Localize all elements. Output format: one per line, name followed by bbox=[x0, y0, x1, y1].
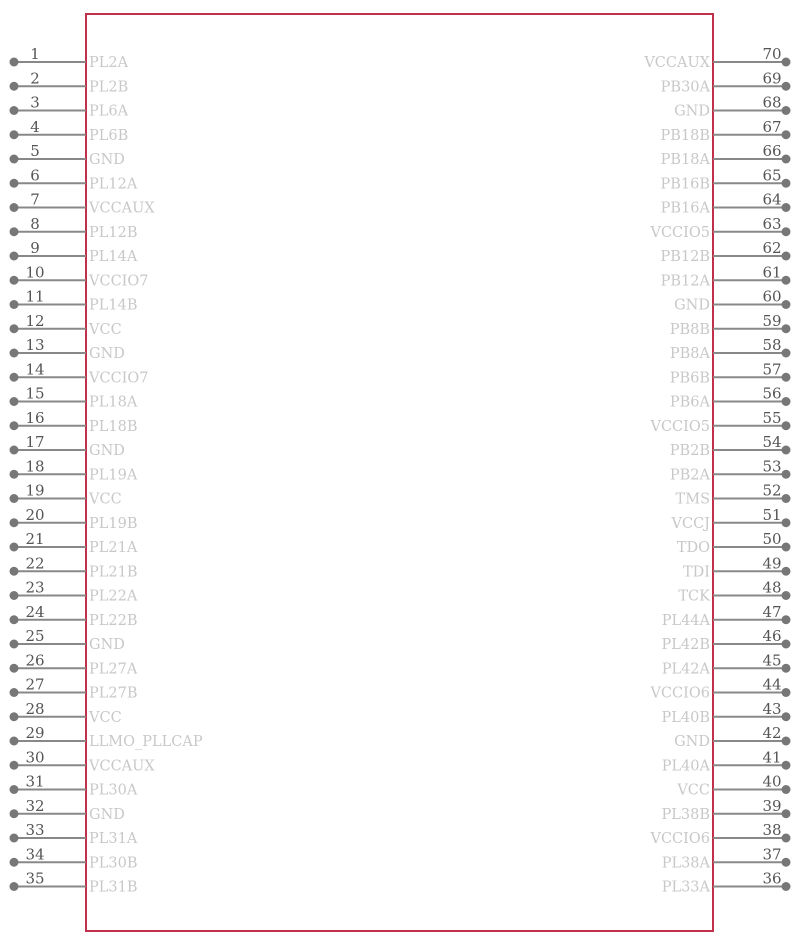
pin-number: 14 bbox=[25, 360, 45, 379]
pin-terminal-dot bbox=[782, 615, 791, 624]
pin-terminal-dot bbox=[10, 470, 19, 479]
pin-terminal-dot bbox=[782, 640, 791, 649]
pin-label: GND bbox=[674, 297, 710, 314]
pin-terminal-dot bbox=[10, 82, 19, 91]
pin-terminal-dot bbox=[10, 858, 19, 867]
left-pin-17 bbox=[10, 433, 125, 459]
pin-terminal-dot bbox=[10, 518, 19, 527]
right-pin-46 bbox=[662, 627, 791, 653]
right-pin-55 bbox=[649, 409, 790, 435]
pin-label: PB18B bbox=[660, 127, 710, 144]
right-pin-39 bbox=[662, 797, 791, 823]
pin-number: 51 bbox=[762, 505, 782, 524]
pin-label: PB2A bbox=[669, 467, 710, 484]
pin-terminal-dot bbox=[782, 300, 791, 309]
pin-number: 49 bbox=[762, 554, 782, 573]
left-pin-20 bbox=[10, 506, 138, 532]
pin-number: 69 bbox=[762, 69, 782, 88]
right-pin-70 bbox=[643, 45, 790, 71]
pin-terminal-dot bbox=[10, 567, 19, 576]
pin-number: 38 bbox=[762, 821, 782, 839]
right-pin-56 bbox=[670, 385, 791, 411]
left-pin-14 bbox=[10, 360, 149, 386]
pin-label: PB2B bbox=[669, 443, 710, 459]
left-pin-19 bbox=[10, 482, 122, 508]
right-pin-63 bbox=[649, 215, 790, 241]
pin-number: 55 bbox=[762, 408, 782, 427]
pin-label: PL38B bbox=[661, 806, 710, 823]
pin-terminal-dot bbox=[10, 615, 19, 624]
pin-number: 11 bbox=[25, 287, 45, 306]
pin-label: PB12B bbox=[660, 249, 710, 265]
pin-number: 1 bbox=[30, 45, 40, 63]
pin-number: 68 bbox=[762, 93, 782, 112]
right-pin-64 bbox=[661, 191, 791, 217]
pin-label: PL19A bbox=[89, 467, 138, 484]
pin-number: 29 bbox=[25, 724, 45, 742]
right-pin-67 bbox=[660, 118, 790, 144]
pin-number: 21 bbox=[25, 530, 45, 548]
right-pin-43 bbox=[662, 700, 791, 726]
pin-terminal-dot bbox=[782, 737, 791, 746]
pin-number: 5 bbox=[30, 142, 40, 160]
pin-label: PL2B bbox=[89, 79, 129, 96]
pin-label: PB18A bbox=[660, 152, 710, 168]
left-pin-1 bbox=[10, 45, 129, 71]
pin-terminal-dot bbox=[10, 712, 19, 721]
pin-label: PB8B bbox=[669, 321, 710, 338]
pin-terminal-dot bbox=[782, 203, 791, 212]
left-pin-24 bbox=[10, 603, 138, 629]
pin-number: 24 bbox=[25, 602, 45, 621]
pin-terminal-dot bbox=[782, 882, 791, 891]
pin-terminal-dot bbox=[782, 688, 791, 697]
pin-label: PB16A bbox=[660, 200, 710, 217]
right-pin-42 bbox=[674, 724, 790, 750]
pin-number: 25 bbox=[25, 627, 45, 645]
pin-number: 42 bbox=[762, 724, 782, 742]
right-pin-48 bbox=[678, 579, 790, 605]
pin-terminal-dot bbox=[782, 834, 791, 843]
pin-terminal-dot bbox=[782, 421, 791, 430]
pin-number: 57 bbox=[762, 360, 782, 379]
left-pin-31 bbox=[10, 773, 138, 799]
pin-number: 2 bbox=[30, 69, 40, 88]
pin-label: PL18A bbox=[89, 394, 138, 411]
pin-label: VCC bbox=[89, 491, 122, 508]
pin-terminal-dot bbox=[782, 785, 791, 794]
pin-terminal-dot bbox=[782, 155, 791, 164]
left-pin-29 bbox=[10, 724, 203, 750]
pin-label: TMS bbox=[675, 491, 710, 508]
pin-terminal-dot bbox=[10, 58, 19, 67]
pin-label: GND bbox=[674, 734, 710, 750]
pin-number: 22 bbox=[25, 554, 45, 573]
pin-terminal-dot bbox=[10, 276, 19, 285]
right-pin-38 bbox=[649, 821, 790, 847]
pin-label: GND bbox=[89, 346, 125, 362]
pin-label: PL2A bbox=[89, 55, 129, 71]
pin-number: 58 bbox=[762, 336, 782, 354]
pin-number: 59 bbox=[762, 311, 782, 330]
pin-terminal-dot bbox=[782, 130, 791, 139]
pin-number: 4 bbox=[30, 117, 40, 136]
right-pin-57 bbox=[670, 360, 791, 386]
pin-terminal-dot bbox=[782, 591, 791, 600]
pin-number: 20 bbox=[25, 505, 45, 524]
pin-label: GND bbox=[89, 637, 125, 653]
pin-label: PL30B bbox=[89, 855, 138, 872]
pin-number: 15 bbox=[25, 384, 45, 403]
left-pin-7 bbox=[10, 191, 156, 217]
pin-terminal-dot bbox=[10, 809, 19, 818]
pin-label: PL31A bbox=[89, 831, 138, 847]
pin-label: PL42B bbox=[661, 637, 710, 653]
pin-terminal-dot bbox=[10, 203, 19, 212]
pin-terminal-dot bbox=[10, 373, 19, 382]
left-pin-27 bbox=[10, 676, 138, 702]
right-pin-59 bbox=[670, 312, 791, 338]
pin-label: VCCJ bbox=[671, 515, 710, 532]
pin-terminal-dot bbox=[10, 227, 19, 236]
pin-number: 26 bbox=[25, 651, 45, 670]
pin-terminal-dot bbox=[782, 58, 791, 67]
pin-label: LLMO_PLLCAP bbox=[89, 734, 203, 750]
pin-number: 48 bbox=[762, 578, 782, 597]
pin-label: PL14A bbox=[89, 249, 138, 265]
pin-number: 17 bbox=[25, 433, 45, 451]
right-pin-53 bbox=[670, 457, 791, 483]
pin-label: PL22A bbox=[89, 588, 138, 605]
right-pin-66 bbox=[661, 142, 791, 168]
pin-terminal-dot bbox=[10, 446, 19, 455]
pin-number: 54 bbox=[762, 433, 782, 451]
pin-terminal-dot bbox=[10, 737, 19, 746]
left-pin-12 bbox=[10, 312, 122, 338]
pin-number: 30 bbox=[25, 748, 45, 767]
pin-number: 12 bbox=[25, 311, 45, 330]
pin-label: PL40B bbox=[661, 709, 710, 726]
left-pin-15 bbox=[10, 385, 138, 411]
pin-terminal-dot bbox=[10, 324, 19, 333]
pin-terminal-dot bbox=[10, 421, 19, 430]
pin-terminal-dot bbox=[10, 252, 19, 261]
pin-label: PL30A bbox=[89, 782, 138, 799]
pin-terminal-dot bbox=[782, 106, 791, 115]
pin-number: 56 bbox=[762, 384, 782, 403]
pin-number: 67 bbox=[762, 117, 782, 136]
pin-terminal-dot bbox=[782, 518, 791, 527]
pin-terminal-dot bbox=[782, 397, 791, 406]
left-pin-5 bbox=[10, 142, 125, 168]
pin-number: 19 bbox=[25, 481, 45, 500]
pin-label: TDO bbox=[676, 540, 710, 556]
pin-label: PB8A bbox=[669, 346, 710, 362]
pin-number: 40 bbox=[762, 772, 782, 791]
right-pin-37 bbox=[662, 845, 791, 871]
pin-terminal-dot bbox=[782, 664, 791, 673]
pin-terminal-dot bbox=[782, 179, 791, 188]
left-pin-11 bbox=[10, 288, 138, 314]
pin-number: 34 bbox=[25, 845, 45, 864]
left-pin-18 bbox=[10, 457, 138, 483]
pin-label: VCCIO5 bbox=[650, 418, 710, 435]
pin-number: 66 bbox=[762, 142, 782, 160]
pin-label: PL38A bbox=[661, 855, 710, 872]
pin-number: 3 bbox=[30, 93, 40, 112]
pin-number: 52 bbox=[762, 481, 782, 500]
pin-terminal-dot bbox=[782, 470, 791, 479]
pin-label: GND bbox=[89, 806, 125, 823]
pin-number: 39 bbox=[762, 796, 782, 815]
pin-label: VCCIO6 bbox=[650, 685, 710, 702]
pin-terminal-dot bbox=[782, 446, 791, 455]
right-pin-40 bbox=[676, 773, 790, 799]
pin-label: VCCIO7 bbox=[89, 370, 149, 387]
pin-label: PB6B bbox=[669, 370, 710, 387]
pin-terminal-dot bbox=[782, 761, 791, 770]
right-pin-60 bbox=[674, 288, 790, 314]
pin-label: VCCIO6 bbox=[650, 831, 710, 847]
pin-number: 45 bbox=[762, 651, 782, 670]
pin-number: 47 bbox=[762, 602, 782, 621]
right-pin-69 bbox=[661, 69, 791, 95]
right-pin-62 bbox=[660, 239, 790, 265]
pin-label: PL18B bbox=[89, 418, 138, 435]
pin-number: 13 bbox=[25, 336, 45, 354]
right-pin-51 bbox=[671, 506, 791, 532]
left-pin-34 bbox=[10, 845, 138, 871]
right-pin-50 bbox=[677, 530, 791, 556]
pin-number: 16 bbox=[25, 408, 45, 427]
pin-label: GND bbox=[674, 103, 710, 120]
pin-terminal-dot bbox=[782, 712, 791, 721]
pin-number: 63 bbox=[762, 214, 782, 233]
pin-terminal-dot bbox=[10, 834, 19, 843]
pin-label: VCC bbox=[89, 709, 122, 726]
left-pin-21 bbox=[10, 530, 138, 556]
pin-terminal-dot bbox=[782, 227, 791, 236]
pin-number: 43 bbox=[762, 699, 782, 718]
pin-terminal-dot bbox=[10, 130, 19, 139]
pin-terminal-dot bbox=[782, 567, 791, 576]
pin-terminal-dot bbox=[10, 494, 19, 503]
pin-terminal-dot bbox=[782, 858, 791, 867]
pin-label: VCCAUX bbox=[89, 200, 155, 217]
pin-label: PL27A bbox=[89, 661, 138, 678]
pin-terminal-dot bbox=[782, 373, 791, 382]
left-pin-group bbox=[10, 45, 203, 896]
pin-label: PL27B bbox=[89, 685, 138, 702]
pin-label: PL19B bbox=[89, 515, 138, 532]
pin-terminal-dot bbox=[782, 252, 791, 261]
pin-terminal-dot bbox=[10, 300, 19, 309]
pin-label: VCCAUX bbox=[644, 55, 710, 71]
pin-number: 33 bbox=[25, 821, 45, 839]
pin-number: 44 bbox=[762, 675, 782, 694]
pin-number: 60 bbox=[762, 287, 782, 306]
pin-terminal-dot bbox=[782, 276, 791, 285]
pin-number: 18 bbox=[25, 457, 45, 476]
left-pin-26 bbox=[10, 651, 138, 677]
pin-label: PL12B bbox=[89, 224, 138, 241]
left-pin-22 bbox=[10, 554, 138, 580]
right-pin-58 bbox=[670, 336, 791, 362]
right-pin-36 bbox=[662, 870, 791, 896]
pin-label: GND bbox=[89, 443, 125, 459]
pin-terminal-dot bbox=[10, 397, 19, 406]
right-pin-group bbox=[643, 45, 790, 896]
component-body bbox=[86, 14, 713, 931]
pin-label: PL21B bbox=[89, 564, 138, 581]
left-pin-3 bbox=[10, 94, 129, 120]
right-pin-65 bbox=[660, 166, 790, 192]
pin-label: PL14B bbox=[89, 297, 138, 314]
pin-terminal-dot bbox=[782, 82, 791, 91]
left-pin-33 bbox=[10, 821, 138, 847]
left-pin-28 bbox=[10, 700, 122, 726]
pin-terminal-dot bbox=[782, 349, 791, 358]
left-pin-35 bbox=[10, 870, 138, 896]
pin-label: PB16B bbox=[660, 176, 710, 193]
pin-terminal-dot bbox=[782, 324, 791, 333]
pin-label: PL21A bbox=[89, 540, 138, 556]
left-pin-32 bbox=[10, 797, 125, 823]
pin-label: PB12A bbox=[660, 273, 710, 290]
left-pin-9 bbox=[10, 239, 138, 265]
pin-label: PL44A bbox=[661, 612, 710, 629]
pin-number: 35 bbox=[25, 869, 45, 888]
pin-number: 36 bbox=[762, 869, 782, 888]
left-pin-6 bbox=[10, 166, 138, 192]
pin-number: 64 bbox=[762, 190, 782, 209]
pin-number: 10 bbox=[25, 263, 45, 282]
left-pin-13 bbox=[10, 336, 125, 362]
left-pin-23 bbox=[10, 579, 138, 605]
pin-terminal-dot bbox=[782, 543, 791, 552]
pin-number: 61 bbox=[762, 263, 782, 282]
pin-number: 62 bbox=[762, 239, 782, 257]
right-pin-47 bbox=[662, 603, 791, 629]
pin-label: VCC bbox=[89, 321, 122, 338]
pin-number: 28 bbox=[25, 699, 45, 718]
pin-number: 32 bbox=[25, 796, 45, 815]
pin-label: PB30A bbox=[660, 79, 710, 96]
pin-terminal-dot bbox=[10, 882, 19, 891]
right-pin-68 bbox=[674, 94, 790, 120]
right-pin-41 bbox=[662, 748, 791, 774]
pin-number: 37 bbox=[762, 845, 782, 864]
pin-terminal-dot bbox=[10, 664, 19, 673]
pin-label: GND bbox=[89, 152, 125, 168]
left-pin-16 bbox=[10, 409, 138, 435]
pin-terminal-dot bbox=[10, 155, 19, 164]
pin-label: PL31B bbox=[89, 879, 138, 896]
pin-label: PL22B bbox=[89, 612, 138, 629]
pin-terminal-dot bbox=[782, 494, 791, 503]
pin-label: PL6B bbox=[89, 127, 129, 144]
pin-number: 6 bbox=[30, 166, 40, 185]
right-pin-61 bbox=[661, 263, 791, 289]
left-pin-2 bbox=[10, 69, 129, 95]
pin-label: PL12A bbox=[89, 176, 138, 193]
pin-terminal-dot bbox=[10, 591, 19, 600]
pin-terminal-dot bbox=[10, 761, 19, 770]
right-pin-44 bbox=[649, 676, 790, 702]
pin-label: VCCAUX bbox=[89, 758, 155, 775]
pin-number: 41 bbox=[762, 748, 782, 767]
pin-terminal-dot bbox=[10, 179, 19, 188]
pin-label: VCCIO7 bbox=[89, 273, 149, 290]
left-pin-10 bbox=[10, 263, 149, 289]
pin-terminal-dot bbox=[10, 106, 19, 115]
pin-label: PL42A bbox=[661, 661, 710, 678]
left-pin-30 bbox=[10, 748, 156, 774]
right-pin-54 bbox=[670, 433, 791, 459]
pin-label: PL6A bbox=[89, 103, 129, 120]
pin-label: TDI bbox=[682, 564, 710, 581]
pin-number: 46 bbox=[762, 627, 782, 645]
pin-terminal-dot bbox=[782, 809, 791, 818]
pin-label: TCK bbox=[678, 588, 710, 605]
pin-number: 53 bbox=[762, 457, 782, 476]
pin-label: PB6A bbox=[669, 394, 710, 411]
pin-number: 50 bbox=[762, 530, 782, 548]
pin-terminal-dot bbox=[10, 349, 19, 358]
pin-label: PL33A bbox=[661, 879, 710, 896]
pin-number: 27 bbox=[25, 675, 45, 694]
right-pin-52 bbox=[676, 482, 791, 508]
pin-label: VCC bbox=[677, 782, 710, 799]
pin-number: 7 bbox=[30, 190, 40, 209]
pin-terminal-dot bbox=[10, 785, 19, 794]
pin-number: 31 bbox=[25, 772, 45, 791]
left-pin-25 bbox=[10, 627, 125, 653]
pin-number: 65 bbox=[762, 166, 782, 185]
pin-label: PL40A bbox=[661, 758, 710, 775]
left-pin-4 bbox=[10, 118, 129, 144]
left-pin-8 bbox=[10, 215, 138, 241]
right-pin-49 bbox=[683, 554, 791, 580]
right-pin-45 bbox=[662, 651, 791, 677]
pin-terminal-dot bbox=[10, 640, 19, 649]
pin-terminal-dot bbox=[10, 688, 19, 697]
pin-terminal-dot bbox=[10, 543, 19, 552]
pin-number: 23 bbox=[25, 578, 45, 597]
pin-label: VCCIO5 bbox=[650, 224, 710, 241]
pin-number: 9 bbox=[30, 239, 40, 257]
pin-number: 8 bbox=[30, 214, 40, 233]
pin-number: 70 bbox=[762, 45, 782, 63]
